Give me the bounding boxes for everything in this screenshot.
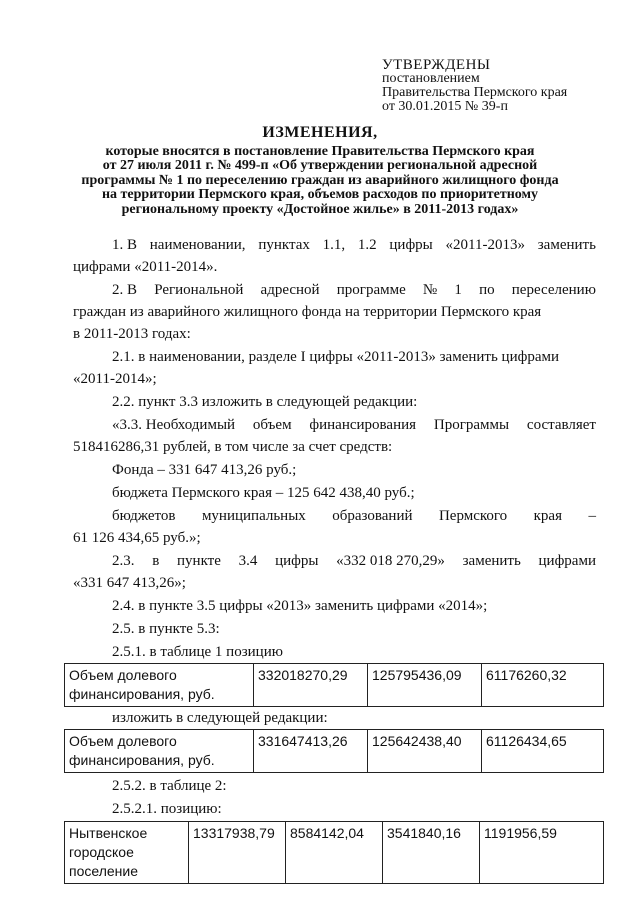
table-cell: 125795436,09: [368, 664, 482, 707]
approval-heading: УТВЕРЖДЕНЫ: [382, 57, 491, 73]
table-cell: 332018270,29: [254, 664, 368, 707]
table-cell: 8584142,04: [286, 822, 383, 884]
paragraph-2-3-line: 2.3. в пункте 3.4 цифры «332 018 270,29» заменить цифрами: [112, 553, 596, 569]
table-cell: 13317938,79: [189, 822, 286, 884]
approval-line: постановлением: [382, 71, 480, 86]
table-row: [65, 664, 604, 707]
paragraph-2-5-2-1: 2.5.2.1. позицию:: [112, 801, 222, 817]
paragraph-2-4: 2.4. в пункте 3.5 цифры «2013» заменить цифрами «2014»;: [112, 598, 488, 614]
table-cell: 61126434,65: [482, 730, 604, 773]
approval-line: от 30.01.2015 № 39-п: [382, 99, 508, 114]
table-2: [64, 821, 604, 884]
table-cell: 125642438,40: [368, 730, 482, 773]
paragraph-2-5-1: 2.5.1. в таблице 1 позицию: [112, 644, 283, 660]
paragraph-1-line: цифрами «2011-2014».: [73, 259, 218, 275]
table-cell: 3541840,16: [383, 822, 480, 884]
paragraph-2-line: в 2011-2013 годах:: [73, 326, 191, 342]
subtitle-line: от 27 июля 2011 г. № 499-п «Об утверждении региональной адресной: [102, 158, 538, 174]
table-cell: 61176260,32: [482, 664, 604, 707]
paragraph-2-5-2: 2.5.2. в таблице 2:: [112, 778, 227, 794]
replace-text: изложить в следующей редакции:: [112, 710, 328, 726]
table-1-old: [64, 663, 604, 707]
paragraph-2-1-line: «2011-2014»;: [73, 371, 157, 387]
subtitle-line: программы № 1 по переселению граждан из аварийного жилищного фонда: [81, 172, 559, 188]
document-title: ИЗМЕНЕНИЯ,: [262, 124, 378, 141]
subtitle-line: региональному проекту «Достойное жилье» в 2011-2013 годах»: [121, 201, 519, 217]
paragraph-2-line: граждан из аварийного жилищного фонда на территории Пермского края: [73, 304, 542, 320]
subtitle-line: которые вносятся в постановление Правительства Пермского края: [105, 144, 535, 159]
approval-line: Правительства Пермского края: [382, 85, 568, 100]
paragraph-2-3-line: «331 647 413,26»;: [73, 575, 186, 591]
paragraph-2-2: 2.2. пункт 3.3 изложить в следующей редакции:: [112, 394, 418, 410]
table-row: [65, 822, 604, 884]
document-subtitle: [0, 145, 640, 217]
paragraph-2-5: 2.5. в пункте 5.3:: [112, 621, 220, 637]
approval-stamp: [382, 58, 567, 114]
table-cell-label: Объем долевого финансирования, руб.: [65, 730, 254, 773]
municipal-line: бюджетов муниципальных образований Пермского края –: [112, 508, 596, 524]
paragraph-3-3-line: «3.3. Необходимый объем финансирования Программы составляет: [112, 417, 596, 433]
paragraph-1-line: 1. В наименовании, пунктах 1.1, 1.2 цифры «2011-2013» заменить: [112, 237, 596, 253]
table-row: [65, 730, 604, 773]
paragraph-2-1-line: 2.1. в наименовании, разделе I цифры «2011-2013» заменить цифрами: [112, 349, 560, 365]
budget-line: бюджета Пермского края – 125 642 438,40 руб.;: [112, 485, 415, 501]
table-cell: 1191956,59: [480, 822, 604, 884]
paragraph-3-3-line: 518416286,31 рублей, в том числе за счет средств:: [73, 439, 393, 455]
table-cell-label: Объем долевого финансирования, руб.: [65, 664, 254, 707]
paragraph-2-line: 2. В Региональной адресной программе № 1 по переселению: [112, 282, 596, 298]
fund-line: Фонда – 331 647 413,26 руб.;: [112, 462, 297, 478]
municipal-line: 61 126 434,65 руб.»;: [73, 530, 201, 546]
table-cell-label: Нытвенское городское поселение: [65, 822, 189, 884]
table-cell: 331647413,26: [254, 730, 368, 773]
subtitle-line: на территории Пермского края, объемов расходов по приоритетному: [101, 187, 539, 203]
table-1-new: [64, 729, 604, 773]
